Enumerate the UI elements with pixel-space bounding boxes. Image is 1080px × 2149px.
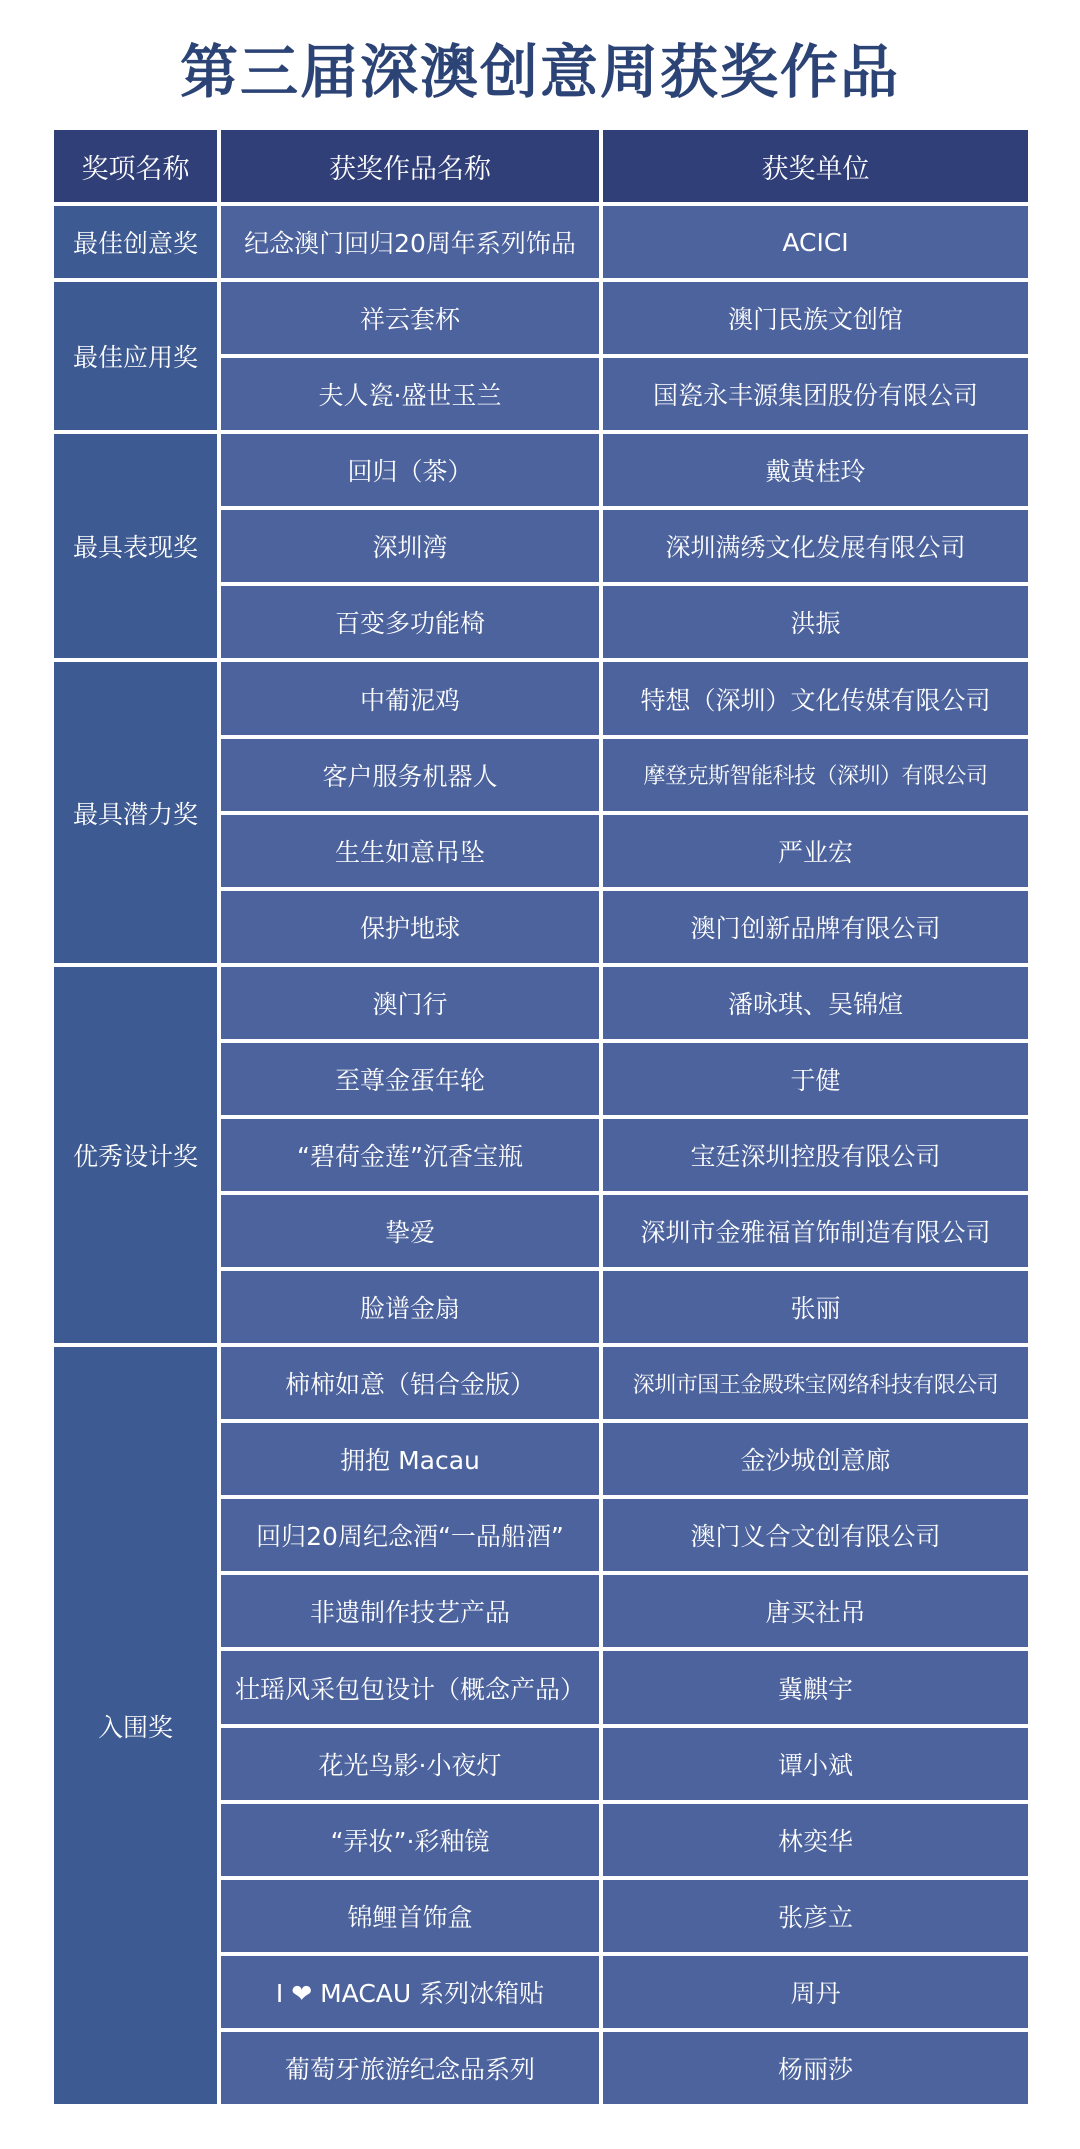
winning-unit-cell: 于健 (601, 1041, 1030, 1117)
winning-unit-cell: 国瓷永丰源集团股份有限公司 (601, 356, 1030, 432)
winning-unit-cell: 杨丽莎 (601, 2030, 1030, 2106)
winning-unit-cell: 严业宏 (601, 813, 1030, 889)
header-winning-unit: 获奖单位 (601, 128, 1030, 204)
winning-unit-cell: 谭小斌 (601, 1726, 1030, 1802)
winning-unit-cell: 宝廷深圳控股有限公司 (601, 1117, 1030, 1193)
work-name-cell: 客户服务机器人 (219, 737, 601, 813)
work-name-cell: 拥抱 Macau (219, 1421, 601, 1497)
work-name-cell: 回归（茶） (219, 432, 601, 508)
award-category-cell: 最佳创意奖 (52, 204, 219, 280)
work-name-cell: 花光鸟影·小夜灯 (219, 1726, 601, 1802)
work-name-cell: 锦鲤首饰盒 (219, 1878, 601, 1954)
work-name-cell: 纪念澳门回归20周年系列饰品 (219, 204, 601, 280)
winning-unit-cell: 深圳市国王金殿珠宝网络科技有限公司 (601, 1345, 1030, 1421)
work-name-cell: “弄妆”·彩釉镜 (219, 1802, 601, 1878)
winning-unit-cell: 特想（深圳）文化传媒有限公司 (601, 660, 1030, 736)
table-row (52, 432, 1030, 508)
work-name-cell: 非遗制作技艺产品 (219, 1573, 601, 1649)
work-name-cell: 壮瑶风采包包设计（概念产品） (219, 1649, 601, 1725)
winning-unit-cell: ACICI (601, 204, 1030, 280)
winning-unit-cell: 金沙城创意廊 (601, 1421, 1030, 1497)
award-category-cell: 最佳应用奖 (52, 280, 219, 432)
work-name-cell: 百变多功能椅 (219, 584, 601, 660)
winning-unit-cell: 林奕华 (601, 1802, 1030, 1878)
winning-unit-cell: 冀麒宇 (601, 1649, 1030, 1725)
table-header (52, 128, 1030, 204)
table-row (52, 1345, 1030, 1421)
winning-unit-cell: 洪振 (601, 584, 1030, 660)
winning-unit-cell: 澳门创新品牌有限公司 (601, 889, 1030, 965)
award-category-cell: 最具表现奖 (52, 432, 219, 660)
award-category-cell: 优秀设计奖 (52, 965, 219, 1345)
work-name-cell: 祥云套杯 (219, 280, 601, 356)
work-name-cell: 柿柿如意（铝合金版） (219, 1345, 601, 1421)
winning-unit-cell: 唐买社吊 (601, 1573, 1030, 1649)
work-name-cell: 夫人瓷·盛世玉兰 (219, 356, 601, 432)
work-name-cell: I ❤ MACAU 系列冰箱贴 (219, 1954, 601, 2030)
award-category-cell: 入围奖 (52, 1345, 219, 2106)
work-name-cell: 至尊金蛋年轮 (219, 1041, 601, 1117)
winning-unit-cell: 澳门民族文创馆 (601, 280, 1030, 356)
work-name-cell: 脸谱金扇 (219, 1269, 601, 1345)
work-name-cell: “碧荷金莲”沉香宝瓶 (219, 1117, 601, 1193)
work-name-cell: 澳门行 (219, 965, 601, 1041)
table-row (52, 660, 1030, 736)
header-work-name: 获奖作品名称 (219, 128, 601, 204)
winning-unit-cell: 张丽 (601, 1269, 1030, 1345)
work-name-cell: 生生如意吊坠 (219, 813, 601, 889)
table-row (52, 204, 1030, 280)
work-name-cell: 葡萄牙旅游纪念品系列 (219, 2030, 601, 2106)
winning-unit-cell: 摩登克斯智能科技（深圳）有限公司 (601, 737, 1030, 813)
page-title: 第三届深澳创意周获奖作品 (179, 38, 900, 106)
header-award-name: 奖项名称 (52, 128, 219, 204)
awards-table (50, 126, 1032, 2108)
winning-unit-cell: 周丹 (601, 1954, 1030, 2030)
work-name-cell: 中葡泥鸡 (219, 660, 601, 736)
winning-unit-cell: 深圳满绣文化发展有限公司 (601, 508, 1030, 584)
work-name-cell: 回归20周纪念酒“一品船酒” (219, 1497, 601, 1573)
table-body (52, 204, 1030, 2106)
work-name-cell: 深圳湾 (219, 508, 601, 584)
winning-unit-cell: 潘咏琪、吴锦煊 (601, 965, 1030, 1041)
table-row (52, 965, 1030, 1041)
work-name-cell: 保护地球 (219, 889, 601, 965)
winning-unit-cell: 戴黄桂玲 (601, 432, 1030, 508)
table-row (52, 280, 1030, 356)
winning-unit-cell: 张彦立 (601, 1878, 1030, 1954)
winning-unit-cell: 深圳市金雅福首饰制造有限公司 (601, 1193, 1030, 1269)
award-category-cell: 最具潜力奖 (52, 660, 219, 964)
work-name-cell: 挚爱 (219, 1193, 601, 1269)
winning-unit-cell: 澳门义合文创有限公司 (601, 1497, 1030, 1573)
